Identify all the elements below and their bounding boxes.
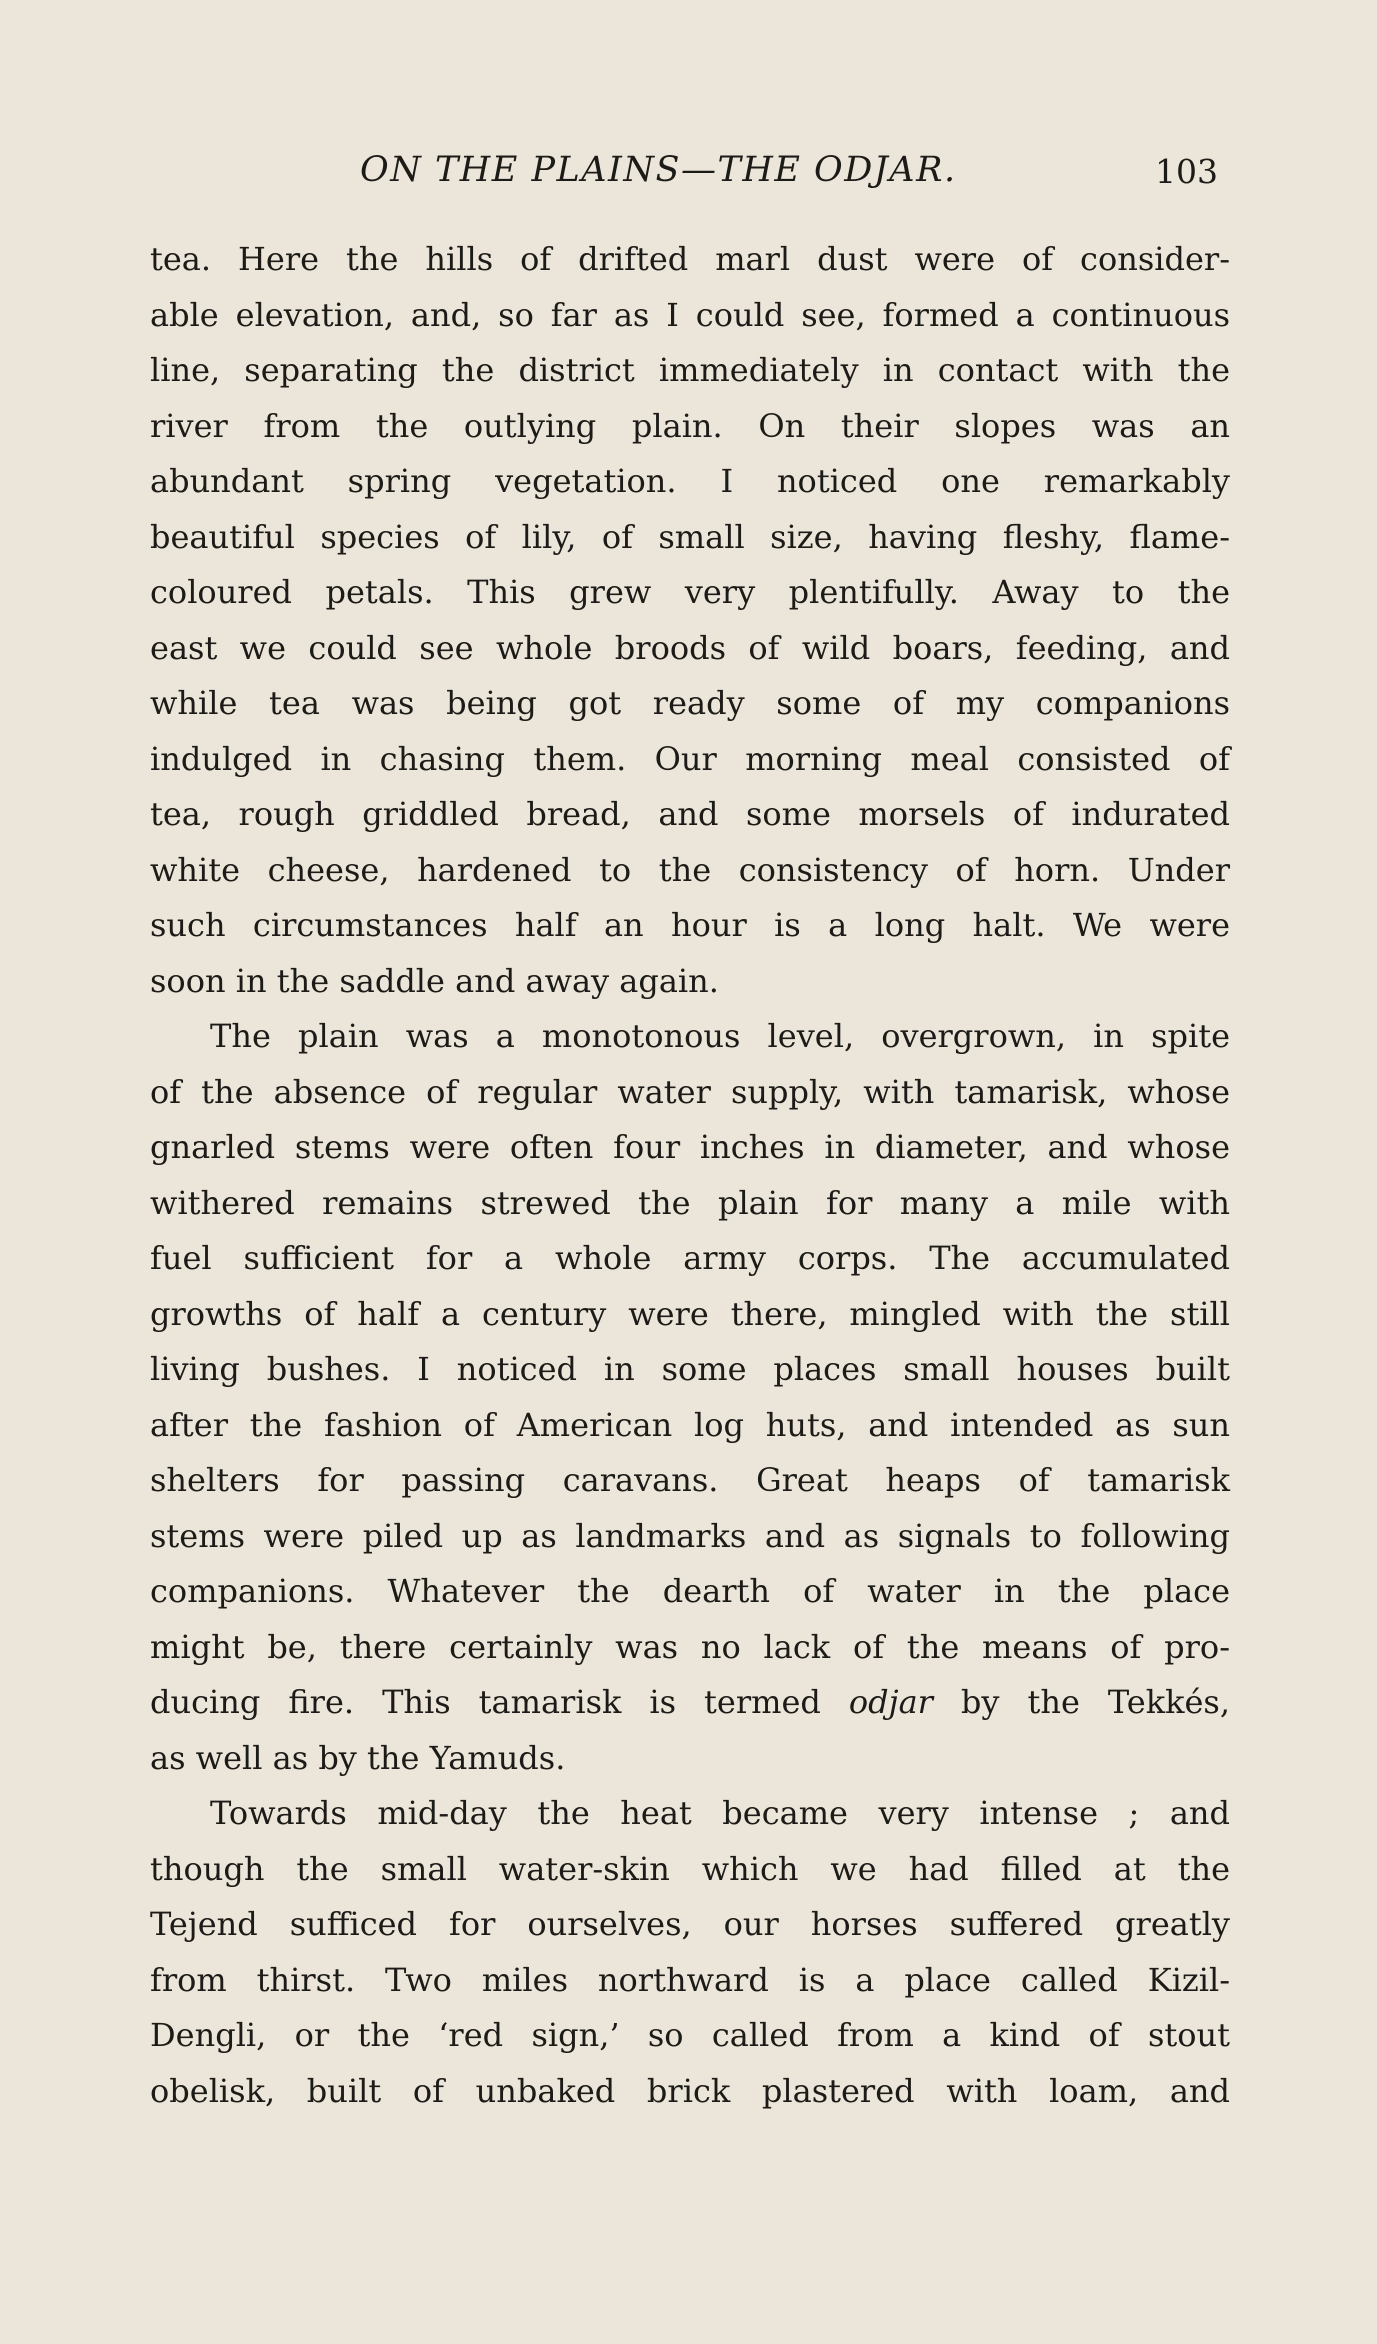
text-line: living bushes. I noticed in some places small houses built [150,1350,1230,1388]
text-line: Dengli, or the ‘red sign,’ so called from a kind of stout [150,2016,1230,2054]
text-line: able elevation, and, so far as I could see, formed a continuous [150,295,1230,334]
text-line: tea. Here the hills of drifted marl dust were of consider- [150,240,1230,278]
text-line: stems were piled up as landmarks and as signals to following [150,1516,1230,1555]
text-line: fuel sufficient for a whole army corps. The accumulated [150,1239,1230,1277]
text-line: coloured petals. This grew very plentifully. Away to the [150,573,1230,611]
text-line: gnarled stems were often four inches in diameter, and whose [150,1128,1230,1166]
text-line: Tejend sufficed for ourselves, our horses suffered greatly [150,1905,1230,1943]
text-line: beautiful species of lily, of small size, having fleshy, flame- [150,517,1230,556]
text-line: shelters for passing caravans. Great heaps of tamarisk [150,1461,1230,1499]
text-line: after the fashion of American log huts, and intended as sun [150,1405,1230,1444]
text-line: companions. Whatever the dearth of water in the place [150,1572,1230,1610]
running-head [150,150,1230,210]
text-line: indulged in chasing them. Our morning meal consisted of [150,739,1230,778]
body-text [150,232,1230,2119]
paragraph-2 [150,1009,1230,1786]
text-line: white cheese, hardened to the consistency of horn. Under [150,850,1230,889]
text-line: from thirst. Two miles northward is a place called Kizil- [150,1960,1230,1999]
text-line: growths of half a century were there, mingled with the still [150,1294,1230,1333]
text-line: river from the outlying plain. On their slopes was an [150,406,1230,445]
text-run: ducing fire. This tamarisk is termed [150,1683,849,1721]
text-line: obelisk, built of unbaked brick plastered with loam, and [150,2071,1230,2110]
text-line: abundant spring vegetation. I noticed one remarkably [150,462,1230,500]
text-line: line, separating the district immediately in contact with the [150,351,1230,389]
text-line: Towards mid-day the heat became very intense ; and [210,1794,1230,1832]
text-line: as well as by the Yamuds. [150,1738,566,1777]
text-line: of the absence of regular water supply, with tamarisk, whose [150,1072,1230,1111]
text-line: east we could see whole broods of wild boars, feeding, and [150,628,1230,667]
text-run: by the Tekkés, [932,1683,1231,1721]
text-line: soon in the saddle and away again. [150,961,719,1000]
text-line: tea, rough griddled bread, and some morsels of indurated [150,795,1230,833]
running-title: ON THE PLAINS—THE ODJAR. [360,150,957,190]
text-line: The plain was a monotonous level, overgrown, in spite [210,1017,1230,1055]
text-line-odjar [150,1675,1230,1731]
italic-term: odjar [848,1683,933,1721]
text-line: though the small water-skin which we had filled at the [150,1849,1230,1888]
text-line: withered remains strewed the plain for many a mile with [150,1183,1230,1222]
paragraph-1 [150,232,1230,1009]
text-line: might be, there certainly was no lack of the means of pro- [150,1627,1230,1666]
page-number: 103 [1155,152,1218,191]
text-line: such circumstances half an hour is a long halt. We were [150,906,1230,944]
paragraph-3 [150,1786,1230,2119]
text-line: while tea was being got ready some of my companions [150,684,1230,722]
